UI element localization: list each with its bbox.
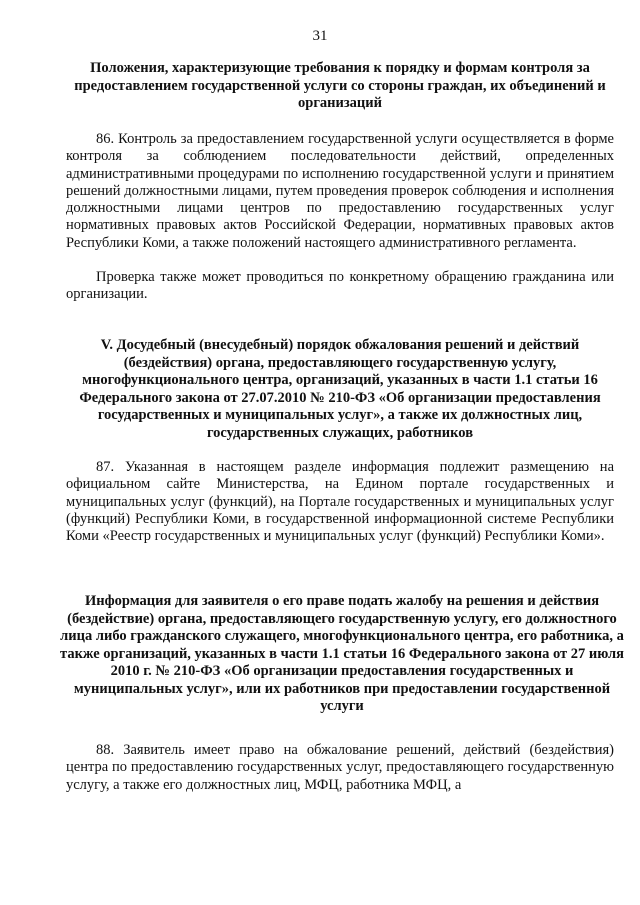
paragraph-86: 86. Контроль за предоставлением государственной услуги осуществляется в форме контроля за соблюдением последовательности действий, определенных административными процедурами по исполнению государственной услуги и принятием решений должностными лицами, путем проведения проверок соблюдения и исполнения должностными лицами центров по предоставлению государственных услуг нормативных правовых актов Российской Федерации, нормативных правовых актов Республики Коми, а также положений настоящего административного регламента. bbox=[66, 131, 614, 251]
page-number: 31 bbox=[312, 28, 328, 44]
paragraph-87: 87. Указанная в настоящем разделе информация подлежит размещению на официальном сайте Министерства, на Едином портале государственных и муниципальных услуг (функций), на Портале государственных и муниципальных услуг (функций) Республики Коми, в государственной информационной системе Республики Коми «Реестр государственных и муниципальных услуг (функций) Республики Коми». bbox=[66, 459, 614, 545]
paragraph-88: 88. Заявитель имеет право на обжалование решений, действий (бездействия) центра по предоставлению государственных услуг, предоставляющего государственную услугу, а также его должностных лиц, МФЦ, работника МФЦ, а bbox=[66, 742, 614, 793]
section-heading-complaint-info: Информация для заявителя о его праве подать жалобу на решения и действия (бездействие) органа, предоставляющего государственную услугу, его должностного лица либо гражданского служащего, многофункционального центра, его работника, а также организаций, указанных в части 1.1 статьи 16 Федерального закона от 27 июля 2010 г. № 210-ФЗ «Об организации предоставления государственных и муниципальных услуг», или их работников при предоставлении государственной услуги bbox=[60, 593, 624, 714]
paragraph-86-continuation: Проверка также может проводиться по конкретному обращению гражданина или организации. bbox=[66, 269, 614, 303]
section-heading-control: Положения, характеризующие требования к порядку и формам контроля за предоставлением государственной услуги со стороны граждан, их объединений и организаций bbox=[74, 60, 606, 111]
section-heading-v: V. Досудебный (внесудебный) порядок обжалования решений и действий (бездействия) органа, предоставляющего государственную услугу, многофункционального центра, организаций, указанных в части 1.1 статьи 16 Федерального закона от 27.07.2010 № 210-ФЗ «Об организации предоставления государственных и муниципальных услуг», а также их должностных лиц, государственных служащих, работников bbox=[79, 337, 601, 441]
